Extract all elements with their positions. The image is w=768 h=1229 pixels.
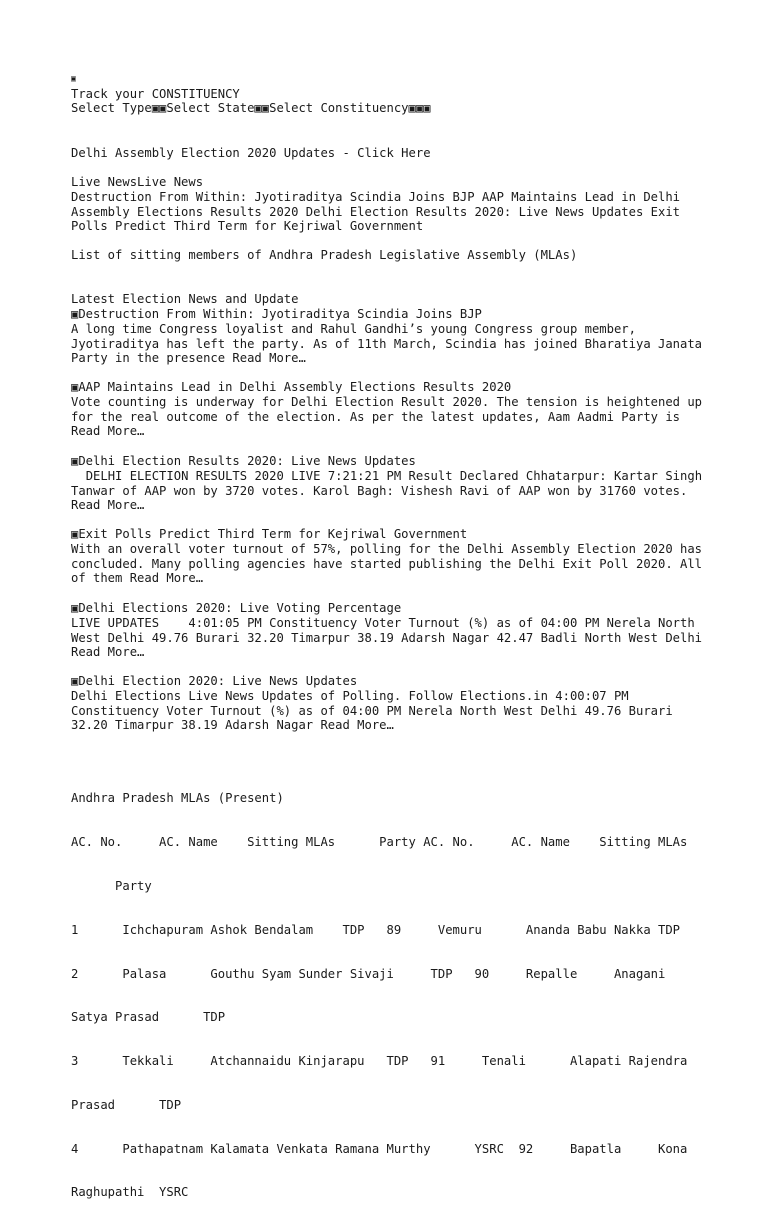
mla-table-header: AC. No. AC. Name Sitting MLAs Party AC. No. AC. Name Sitting MLAs <box>71 835 688 850</box>
table-row: 1 Ichchapuram Ashok Bendalam TDP 89 Vemuru Ananda Babu Nakka TDP <box>71 922 681 937</box>
news-body-3: DELHI ELECTION RESULTS 2020 LIVE 7:21:21 PM Result Declared Chhatarpur: Kartar Singh Tanwar of AAP won by 3720 votes. Karol Bagh: Vishesh Ravi of AAP won by 31760 votes. Read More… <box>71 469 710 513</box>
news-body-1: A long time Congress loyalist and Rahul Gandhi’s young Congress group member, Jyotiraditya has left the party. As of 11th March, Scindia has joined Bharatiya Janata Party in the presence Read More… <box>71 322 703 366</box>
table-row: 2 Palasa Gouthu Syam Sunder Sivaji TDP 90 Repalle Anagani <box>71 966 666 981</box>
table-row: 4 Pathapatnam Kalamata Venkata Ramana Murthy YSRC 92 Bapatla Kona <box>71 1141 688 1156</box>
news-body-6: Delhi Elections Live News Updates of Polling. Follow Elections.in 4:00:07 PM Constituency Voter Turnout (%) as of 04:00 PM Nerela North West Delhi 49.76 Burari 32.20 Timarpur 38.19 Adarsh Nagar Read More… <box>71 689 673 733</box>
news-title-2[interactable]: ▣AAP Maintains Lead in Delhi Assembly Elections Results 2020 <box>71 380 512 394</box>
live-news-heading: Live NewsLive News <box>71 175 204 189</box>
track-constituency-title: Track your CONSTITUENCY <box>71 87 240 101</box>
mla-table-heading: Andhra Pradesh MLAs (Present) <box>71 791 284 805</box>
news-title-4[interactable]: ▣Exit Polls Predict Third Term for Kejriwal Government <box>71 527 468 541</box>
news-title-1[interactable]: ▣Destruction From Within: Jyotiraditya Scindia Joins BJP <box>71 307 482 321</box>
news-title-3[interactable]: ▣Delhi Election Results 2020: Live News Updates <box>71 454 416 468</box>
table-row-cont: Prasad TDP <box>71 1097 182 1112</box>
table-row-cont: Satya Prasad TDP <box>71 1010 226 1025</box>
news-title-6[interactable]: ▣Delhi Election 2020: Live News Updates <box>71 674 358 688</box>
mla-table-header-cont: Party <box>71 878 152 893</box>
delhi-updates-link[interactable]: Delhi Assembly Election 2020 Updates - Click Here <box>71 146 431 160</box>
missing-glyph-icon: ▣ <box>71 74 75 83</box>
news-title-5[interactable]: ▣Delhi Elections 2020: Live Voting Percentage <box>71 601 402 615</box>
news-body-2: Vote counting is underway for Delhi Election Result 2020. The tension is heightened up for the real outcome of the election. As per the latest updates, Aam Aadmi Party is Read More… <box>71 395 703 439</box>
latest-news-heading: Latest Election News and Update <box>71 292 299 306</box>
live-news-ticker[interactable]: Destruction From Within: Jyotiraditya Scindia Joins BJP AAP Maintains Lead in Delhi Assembly Elections Results 2020 Delhi Election Results 2020: Live News Updates Exit Polls Predict Third Term for Kejriwal Government <box>71 190 681 234</box>
mla-table <box>71 806 703 1229</box>
mla-list-link[interactable]: List of sitting members of Andhra Pradesh Legislative Assembly (MLAs) <box>71 248 578 262</box>
table-row-cont: Raghupathi YSRC <box>71 1185 189 1200</box>
constituency-selects[interactable]: Select Type▣▣Select State▣▣Select Constituency▣▣▣ <box>71 101 431 115</box>
news-body-4: With an overall voter turnout of 57%, polling for the Delhi Assembly Election 2020 has concluded. Many polling agencies have started publishing the Delhi Exit Poll 2020. All of them Read More… <box>71 542 703 586</box>
table-row: 3 Tekkali Atchannaidu Kinjarapu TDP 91 Tenali Alapati Rajendra <box>71 1054 688 1069</box>
news-body-5: LIVE UPDATES 4:01:05 PM Constituency Voter Turnout (%) as of 04:00 PM Nerela North West Delhi 49.76 Burari 32.20 Timarpur 38.19 Adarsh Nagar 42.47 Badli North West Delhi Read More… <box>71 616 710 660</box>
